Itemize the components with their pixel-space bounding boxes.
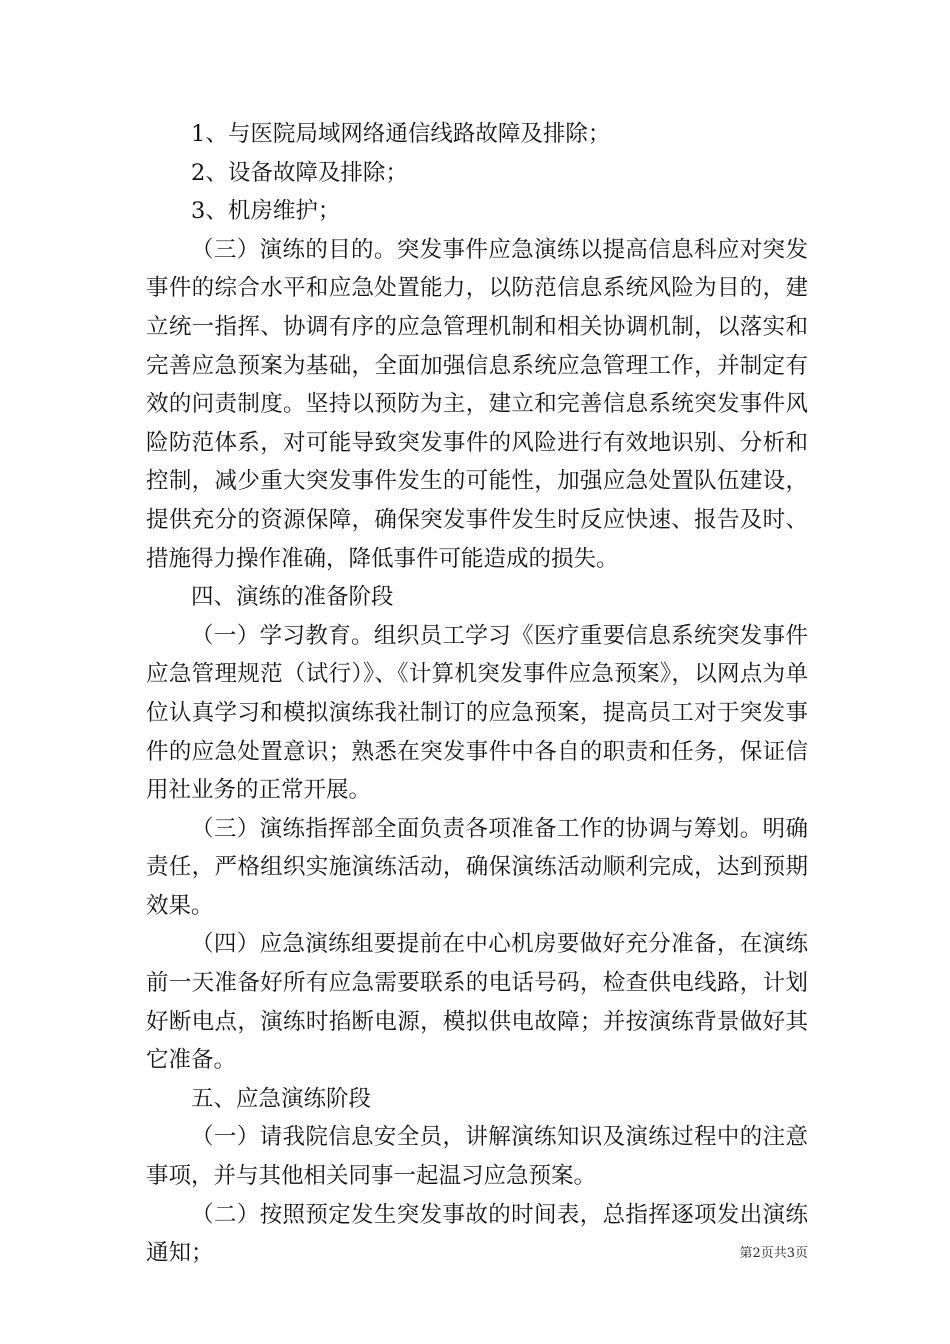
section-heading-drill-stage: 五、应急演练阶段 bbox=[191, 1085, 372, 1112]
document-body bbox=[146, 115, 808, 1273]
list-item-equipment-fault: 2、设备故障及排除； bbox=[191, 159, 408, 186]
paragraph-drill-team-preparation: （四）应急演练组要提前在中心机房要做好充分准备，在演练前一天准备好所有应急需要联系的电话号码，检查供电线路，计划好断电点，演练时掐断电源，模拟供电故障；并按演练背景做好其它准备。 bbox=[146, 931, 808, 1074]
paragraph-drill-notice: （二）按照预定发生突发事故的时间表，总指挥逐项发出演练通知； bbox=[146, 1201, 808, 1267]
page-number: 第2页共3页 bbox=[739, 1246, 808, 1261]
list-item-room-maintenance: 3、机房维护； bbox=[191, 198, 341, 225]
paragraph-drill-purpose: （三）演练的目的。突发事件应急演练以提高信息科应对突发事件的综合水平和应急处置能力，以防范信息系统风险为目的，建立统一指挥、协调有序的应急管理机制和相关协调机制，以落实和完善应急预案为基础，全面加强信息系统应急管理工作，并制定有效的问责制度。坚持以预防为主，建立和完善信息系统突发事件风险防范体系，对可能导致突发事件的风险进行有效地识别、分析和控制，减少重大突发事件发生的可能性，加强应急处置队伍建设，提供充分的资源保障，确保突发事件发生时反应快速、报告及时、措施得力操作准确，降低事件可能造成的损失。 bbox=[146, 236, 808, 572]
list-item-network-fault: 1、与医院局域网络通信线路故障及排除； bbox=[191, 121, 611, 147]
paragraph-security-officer: （一）请我院信息安全员，讲解演练知识及演练过程中的注意事项，并与其他相关同事一起温习应急预案。 bbox=[146, 1124, 808, 1190]
paragraph-study-education: （一）学习教育。组织员工学习《医疗重要信息系统突发事件应急管理规范（试行）》、《计算机突发事件应急预案》，以网点为单位认真学习和模拟演练我社制订的应急预案，提高员工对于突发事件的应急处置意识；熟悉在突发事件中各自的职责和任务，保证信用社业务的正常开展。 bbox=[146, 622, 808, 804]
section-heading-preparation: 四、演练的准备阶段 bbox=[191, 584, 394, 611]
paragraph-command-preparation: （三）演练指挥部全面负责各项准备工作的协调与筹划。明确责任，严格组织实施演练活动，确保演练活动顺利完成，达到预期效果。 bbox=[146, 815, 808, 919]
